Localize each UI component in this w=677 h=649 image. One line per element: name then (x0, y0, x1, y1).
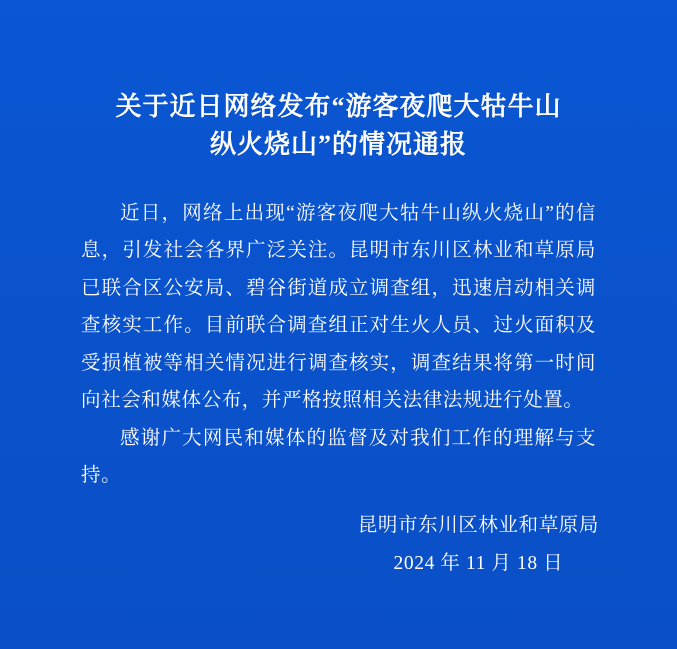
title-line-2: 纵火烧山”的情况通报 (209, 130, 467, 160)
signature-date: 2024 年 11 月 18 日 (393, 552, 564, 574)
title-line-1: 关于近日网络发布“游客夜爬大牯牛山 (115, 92, 562, 121)
notice-body (81, 195, 596, 495)
body-paragraph-2: 感谢广大网民和媒体的监督及对我们工作的理解与支持。 (81, 427, 596, 486)
body-paragraph-1: 近日，网络上出现“游客夜爬大牯牛山纵火烧山”的信息，引发社会各界广泛关注。昆明市东川区林业和草原局已联合区公安局、碧谷街道成立调查组，迅速启动相关调查核实工作。目前联合调查组正对生火人员、过火面积及受损植被等相关情况进行调查核实，调查结果将第一时间向社会和媒体公布，并严格按照相关法律法规进行处置。 (81, 202, 596, 412)
signature-organization: 昆明市东川区林业和草原局 (357, 514, 599, 536)
signature-block (358, 507, 599, 583)
page-title (84, 88, 594, 165)
